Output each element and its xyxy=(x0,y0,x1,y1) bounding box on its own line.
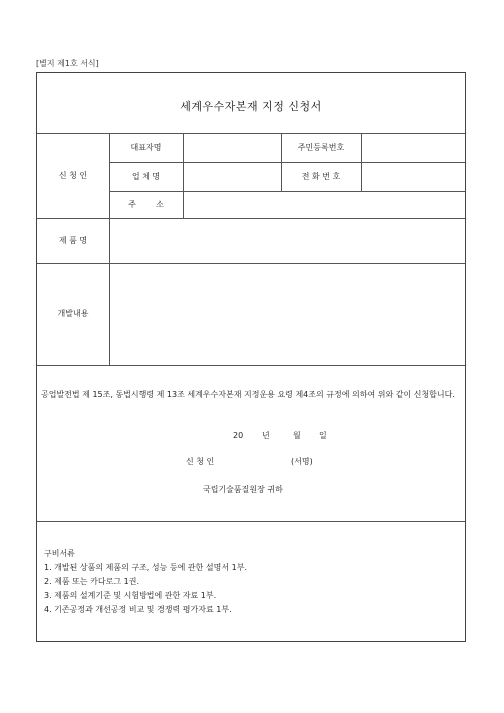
resident-number-label: 주민등록번호 xyxy=(297,143,345,152)
resident-number-field[interactable] xyxy=(362,134,464,162)
recipient: 국립기술품질원장 귀하 xyxy=(203,485,283,494)
phone-field[interactable] xyxy=(362,163,464,191)
phone-label: 전 화 번 호 xyxy=(301,172,341,181)
signature-mark: (서명) xyxy=(291,457,313,466)
product-name-field[interactable] xyxy=(110,219,464,263)
list-item: 4. 기존공정과 개선공정 비교 및 경쟁력 평가자료 1부. xyxy=(44,605,232,614)
list-item: 1. 개발된 상품의 제품의 구조, 성능 등에 관한 설명서 1부. xyxy=(44,563,247,572)
product-name-label: 제 품 명 xyxy=(58,236,88,245)
company-label: 업 체 명 xyxy=(131,172,161,181)
applicant-section-label: 신 청 인 xyxy=(58,171,88,180)
development-label: 개발내용 xyxy=(57,309,89,318)
divider xyxy=(281,133,282,191)
application-form xyxy=(36,72,466,642)
development-field[interactable] xyxy=(110,264,464,365)
divider xyxy=(37,521,465,522)
required-documents-heading: 구비서류 xyxy=(44,549,75,558)
date-year-label: 년 xyxy=(262,431,270,440)
company-field[interactable] xyxy=(184,163,280,191)
list-item: 3. 제품의 설계기준 및 시험방법에 관한 자료 1부. xyxy=(44,591,217,600)
required-documents xyxy=(44,547,247,617)
date-prefix: 20 xyxy=(233,431,244,440)
application-statement: 공업발전법 제 15조, 동법시행령 제 13조 세계우수자본재 지정운용 요령 제4조의 규정에 의하여 위와 같이 신청합니다. xyxy=(41,390,455,399)
signature-label: 신 청 인 xyxy=(186,457,215,466)
address-field[interactable] xyxy=(184,192,464,218)
date-day-label: 일 xyxy=(319,431,327,440)
divider xyxy=(37,365,465,366)
address-label: 주 소 xyxy=(128,200,164,209)
form-title: 세계우수자본재 지정 신청서 xyxy=(180,100,322,113)
representative-field[interactable] xyxy=(184,134,280,162)
signature-field[interactable] xyxy=(227,454,287,468)
list-item: 2. 제품 또는 카다로그 1권. xyxy=(44,577,139,586)
date-month-label: 월 xyxy=(293,431,301,440)
form-number: [별지 제1호 서식] xyxy=(36,59,99,68)
representative-label: 대표자명 xyxy=(130,143,162,152)
